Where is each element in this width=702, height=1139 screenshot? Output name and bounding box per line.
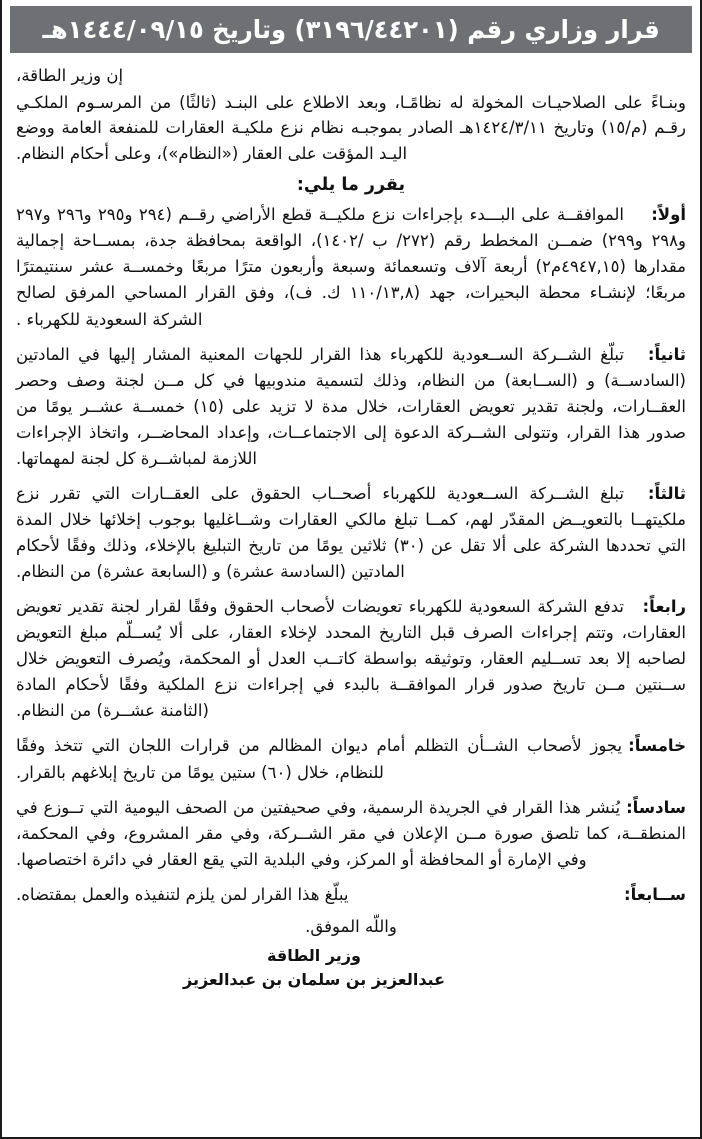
clause-label: سادساً: — [626, 797, 686, 817]
decree-body — [2, 53, 700, 989]
clause-sixth — [16, 795, 686, 873]
clause-label: ثانياً: — [647, 344, 686, 364]
clause-text: تبلّغ الشــركة الســعودية للكهرباء هذا القرار للجهات المعنية المشار إليها في المادتين (السادســة) و (الســابعة) من النظام، وذلك لتسمية مندوبيها في كل مــن لجنة وصف وحصر العقــارات، ولجنة تقدير تعويض العقارات، خلال مدة لا تزيد على (١٥) خمســة عشــر يومًا من صدور هذا القرار، وتتولى الشــركة الدعوة إلى الاجتماعــات، وإعداد المحاضــر، واتخاذ الإجراءات اللازمة لمباشــرة كل لجنة لمهماتها. — [16, 344, 686, 468]
clause-third — [16, 481, 686, 585]
clause-text: تدفع الشركة السعودية للكهرباء تعويضات لأصحاب الحقوق وفقًا لقرار لجنة تقدير تعويض العقارات، وتتم إجراءات الصرف قبل التاريخ المحدد لإخلاء العقار، على ألا يُســلّم مبلغ التعويض لصاحبه إلا بعد تســليم العقار، وتوثيقه بواسطة كاتــب العدل أو المحكمة، ويُصرف التعويض خلال ســنتين مــن تاريخ صدور قرار الموافقــة بالبدء في إجراءات نزع الملكية وفقًا لأحكام المادة (الثامنة عشــرة) من النظام. — [16, 597, 686, 721]
decree-header-bar — [10, 6, 692, 53]
clause-label: خامساً: — [628, 736, 686, 756]
clause-text: تبلغ الشــركة الســعودية للكهرباء أصحــاب الحقوق على العقــارات التي تقرر نزع ملكيتهــا بالتعويــض المقدّر لهم، كمــا تبلغ مالكي العقارات وشــاغليها بوجوب إخلائها خلال المدة التي تحددها الشركة على ألا تقل عن (٣٠) ثلاثين يومًا من تاريخ التبليغ بالإخلاء، وذلك وفقًا لأحكام المادتين (السادسة عشرة) و (السابعة عشرة) من النظام. — [16, 483, 686, 582]
clause-first — [16, 202, 686, 332]
signature-block — [16, 946, 686, 989]
clause-text: الموافقــة على البـــدء بإجراءات نزع ملكيــة قطع الأراضي رقــم (٢٩٤ و٢٩٥ و٢٩٦ و٢٩٧ و٢٩٨ و٢٩٩) ضمــن المخطط رقم (٢٧٢/ ب /١٤٠٢)، الواقعة بمحافظة جدة، بمســاحة إجمالية مقدارها (٤٩٤٧,١٥م٢) أربعة آلاف وتسعمائة وسبعة وأربعون مترًا مربعًا وخمســة عشر سنتيمترًا مربعًا؛ لإنشـاء محطة البحيرات، جهد (١١٠/١٣,٨ ك. ف)، وفق القرار المساحي المرفق لصالح الشركة السعودية للكهرباء . — [16, 205, 686, 329]
decides-heading: يقرر ما يلي: — [296, 175, 406, 196]
signatory-name: عبدالعزيز بن سلمان بن عبدالعزيز — [182, 969, 446, 989]
closing-phrase: واللّه الموفق. — [305, 916, 397, 936]
clause-label: رابعاً: — [642, 597, 686, 617]
header-bar-container — [2, 0, 700, 53]
clause-fifth — [16, 733, 686, 785]
preamble-paragraph: وبنـاءً على الصلاحيـات المخولة له نظامًـا، وبعد الاطلاع على البنـد (ثالثًا) من المرسـوم الملكـي رقـم (م/١٥) وتاريخ ١٤٢٤/٣/١١هـ الصادر بموجبـه نظام نزع ملكيـة العقارات للمنفعة العامة ووضع اليـد المؤقت على العقار («النظام»)، وعلى أحكام النظام. — [16, 92, 686, 163]
opening-line: إن وزير الطاقة، — [16, 66, 124, 85]
decree-header-title: قرار وزاري رقم (٣١٩٦/٤٤٢٠١) وتاريخ ١٤٤٤/٠٩/١٥هـ — [42, 15, 660, 44]
clause-label: ثالثاً: — [647, 483, 686, 503]
clause-fourth — [16, 594, 686, 724]
clause-label: ســابعاً: — [623, 884, 686, 904]
clause-seventh — [16, 882, 686, 908]
clause-text: يُنشر هذا القرار في الجريدة الرسمية، وفي صحيفتين من الصحف اليومية التي تــوزع في المنطقــة، كما تلصق صورة مــن الإعلان في مقر الشــركة، وفي مقر المشروع، وفي المحكمة، وفي الإمارة أو المحافظة أو المركز، وفي البلدية التي يقع العقار في دائرة اختصاصها. — [16, 797, 686, 869]
clause-text: يبلّغ هذا القرار لمن يلزم لتنفيذه والعمل بمقتضاه. — [16, 884, 349, 904]
clause-second — [16, 342, 686, 472]
signatory-title: وزير الطاقة — [267, 945, 361, 965]
clause-label: أولاً: — [651, 205, 686, 225]
clause-text: يجوز لأصحاب الشــأن التظلم أمام ديوان المظالم من قرارات اللجان التي تتخذ وفقًا للنظام، خلال (٦٠) ستين يومًا من تاريخ إبلاغهم بالقرار. — [16, 736, 623, 782]
